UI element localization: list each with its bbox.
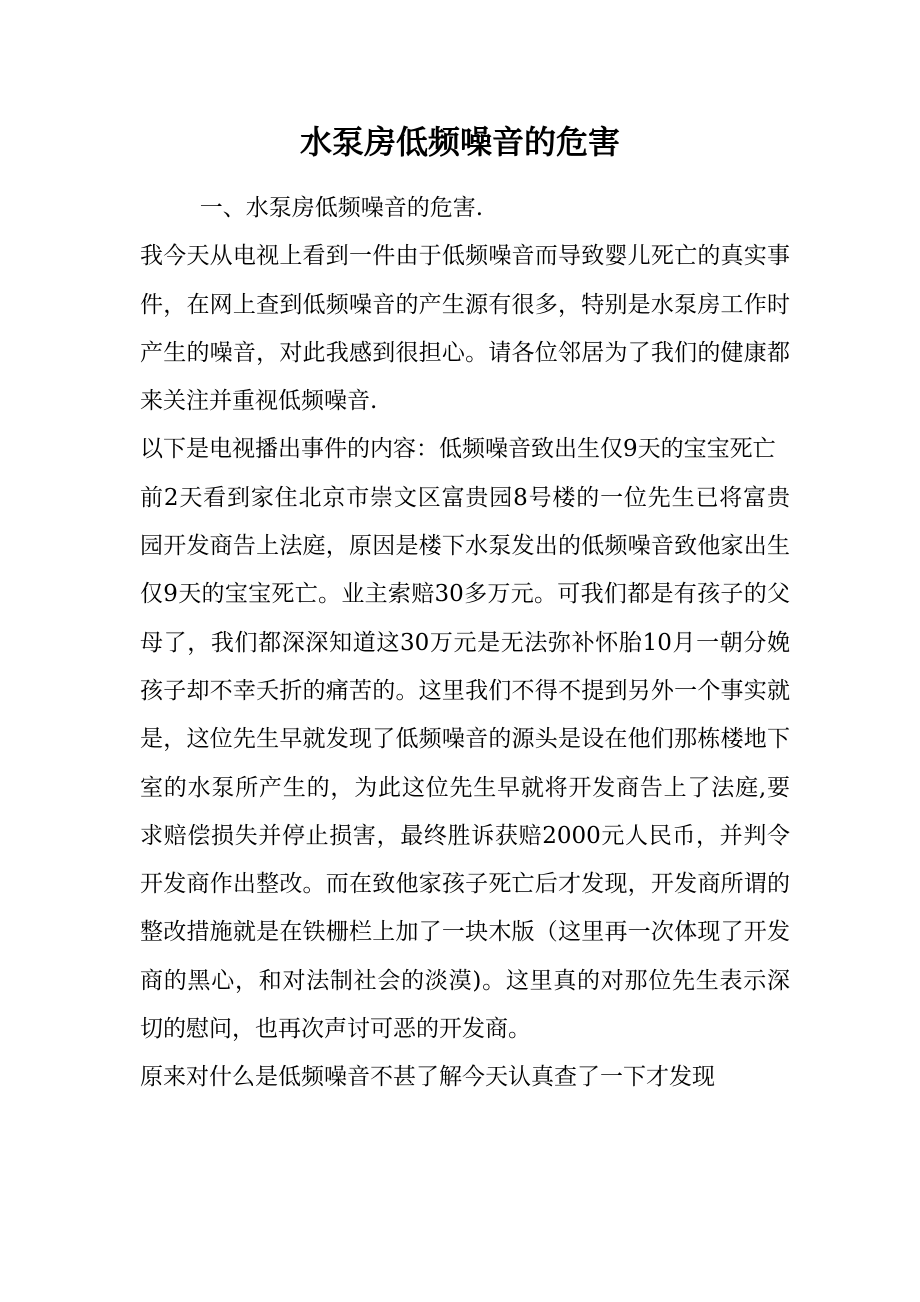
- paragraph: 原来对什么是低频噪音不甚了解今天认真查了一下才发现: [140, 1064, 715, 1091]
- paragraph: 以下是电视播出事件的内容：低频噪音致出生仅9天的宝宝死亡: [140, 436, 776, 463]
- paragraph: 我今天从电视上看到一件由于低频噪音而导致婴儿死亡的真实事件，在网上查到低频噪音的产生源有很多，特别是水泵房工作时产生的噪音，对此我感到很担心。请各位邻居为了我们的健康都来关注并重视低频噪音.: [140, 243, 790, 415]
- document-title: 水泵房低频噪音的危害: [299, 123, 620, 161]
- paragraph: 前2天看到家住北京市崇文区富贵园8号楼的一位先生已将富贵园开发商告上法庭，原因是楼下水泵发出的低频噪音致他家出生仅9天的宝宝死亡。业主索赔30多万元。可我们都是有孩子的父母了，我们都深深知道这30万元是无法弥补怀胎10月一朝分娩孩子却不幸夭折的痛苦的。这里我们不得不提到另外一个事实就是，这位先生早就发现了低频噪音的源头是设在他们那栋楼地下室的水泵所产生的，为此这位先生早就将开发商告上了法庭,要求赔偿损失并停止损害，最终胜诉获赔2000元人民币，并判令开发商作出整改。而在致他家孩子死亡后才发现，开发商所谓的整改措施就是在铁栅栏上加了一块木版（这里再一次体现了开发商的黑心，和对法制社会的淡漠)。这里真的对那位先生表示深切的慰问，也再次声讨可恶的开发商。: [140, 484, 790, 1043]
- section-heading: 一、水泵房低频噪音的危害.: [199, 195, 484, 221]
- document-body: [140, 184, 790, 1102]
